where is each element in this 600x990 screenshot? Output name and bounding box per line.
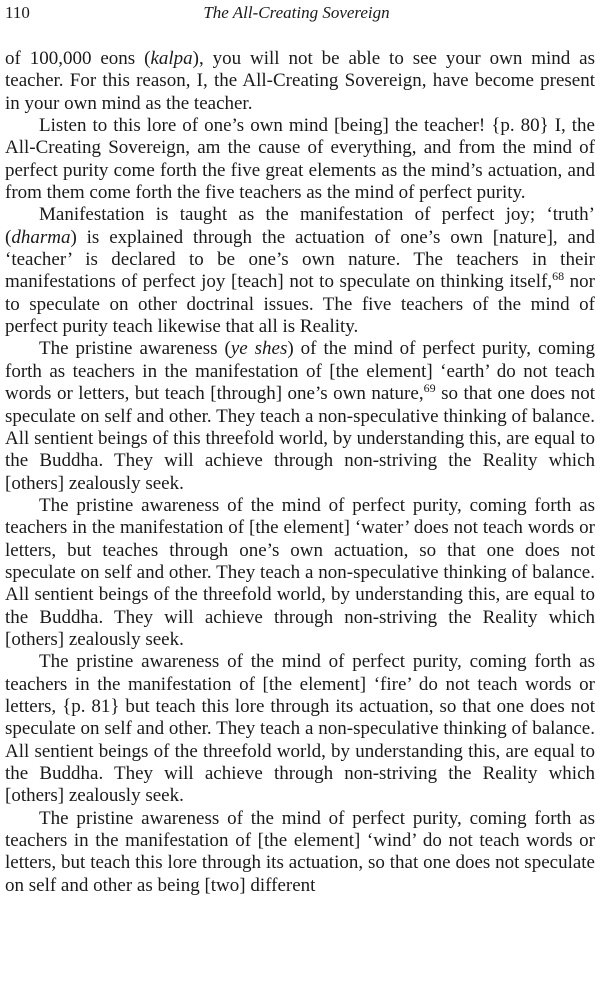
running-title: The All-Creating Sovereign [203, 3, 390, 22]
paragraph [5, 115, 595, 204]
page-header [5, 2, 588, 24]
text-run: The pristine awareness of the mind of perfect purity, coming forth as teachers in the manifestation of [the element] ‘water’ does not teach words or letters, but teaches through one’s own actuation, so that one does not speculate on self and other. They teach a non-speculative thinking of balance. All sentient beings of the threefold world, by understanding this, are equal to the Buddha. They will achieve through non-striving the Reality which [others] zealously seek. [5, 494, 595, 650]
text-run: ), you will not be able to see your own mind as teacher. For this reason, I, the All-Creating Sovereign, have become present in your own mind as the teacher. [5, 48, 596, 114]
paragraph [5, 495, 595, 651]
text-run: so that one does not speculate on self and other. They teach a non-speculative thinking of balance. All sentient beings of this threefold world, by understanding this, are equal to the Buddha. They will achieve through non-striving the Reality which [others] zealously seek. [5, 383, 595, 494]
italic-term: dharma [11, 226, 71, 248]
paragraph [5, 808, 595, 897]
text-run: The pristine awareness ( [39, 338, 231, 360]
text-run: Listen to this lore of one’s own mind [being] the teacher! {p. 80} I, the All-Creating Sovereign, am the cause of everything, and from the mind of perfect purity come forth the five great elements as the mind’s actuation, and from them come forth the five teachers as the mind of perfect purity. [5, 115, 595, 204]
text-run: ) is explained through the actuation of one’s own [nature], and ‘teacher’ is declared to be one’s own nature. The teachers in their manifestations of perfect joy [teach] not to speculate on thinking itself, [5, 226, 595, 293]
footnote-marker: 69 [423, 381, 436, 396]
page-number: 110 [5, 3, 30, 22]
text-run: of 100,000 eons ( [5, 48, 151, 69]
paragraph [5, 48, 595, 115]
body-text [5, 48, 595, 897]
paragraph [5, 204, 595, 338]
italic-term: ye shes [230, 338, 288, 360]
text-run: Manifestation is taught as the manifestation of perfect joy; ‘truth’ ( [5, 204, 595, 248]
text-run: ) of the mind of perfect purity, coming forth as teachers in the manifestation of [the element] ‘earth’ do not teach words or letters, but teach [through] one’s own nature, [5, 338, 596, 405]
paragraph [5, 338, 595, 494]
footnote-marker: 68 [552, 269, 565, 284]
text-run: The pristine awareness of the mind of perfect purity, coming forth as teachers in the manifestation of [the element] ‘wind’ do not teach words or letters, but teach this lore through its actuation, so that one does not speculate on self and other as being [two] different [5, 807, 595, 896]
text-run: The pristine awareness of the mind of perfect purity, coming forth as teachers in the manifestation of [the element] ‘fire’ do not teach words or letters, {p. 81} but teach this lore through its actuation, so that one does not speculate on self and other. They teach a non-speculative thinking of balance. All sentient beings of the threefold world, by understanding this, are equal to the Buddha. They will achieve through non-striving the Reality which [others] zealously seek. [5, 651, 595, 807]
italic-term: kalpa [150, 48, 193, 69]
text-run: nor to speculate on other doctrinal issues. The five teachers of the mind of perfect purity teach likewise that all is Reality. [5, 271, 596, 338]
paragraph [5, 651, 595, 807]
